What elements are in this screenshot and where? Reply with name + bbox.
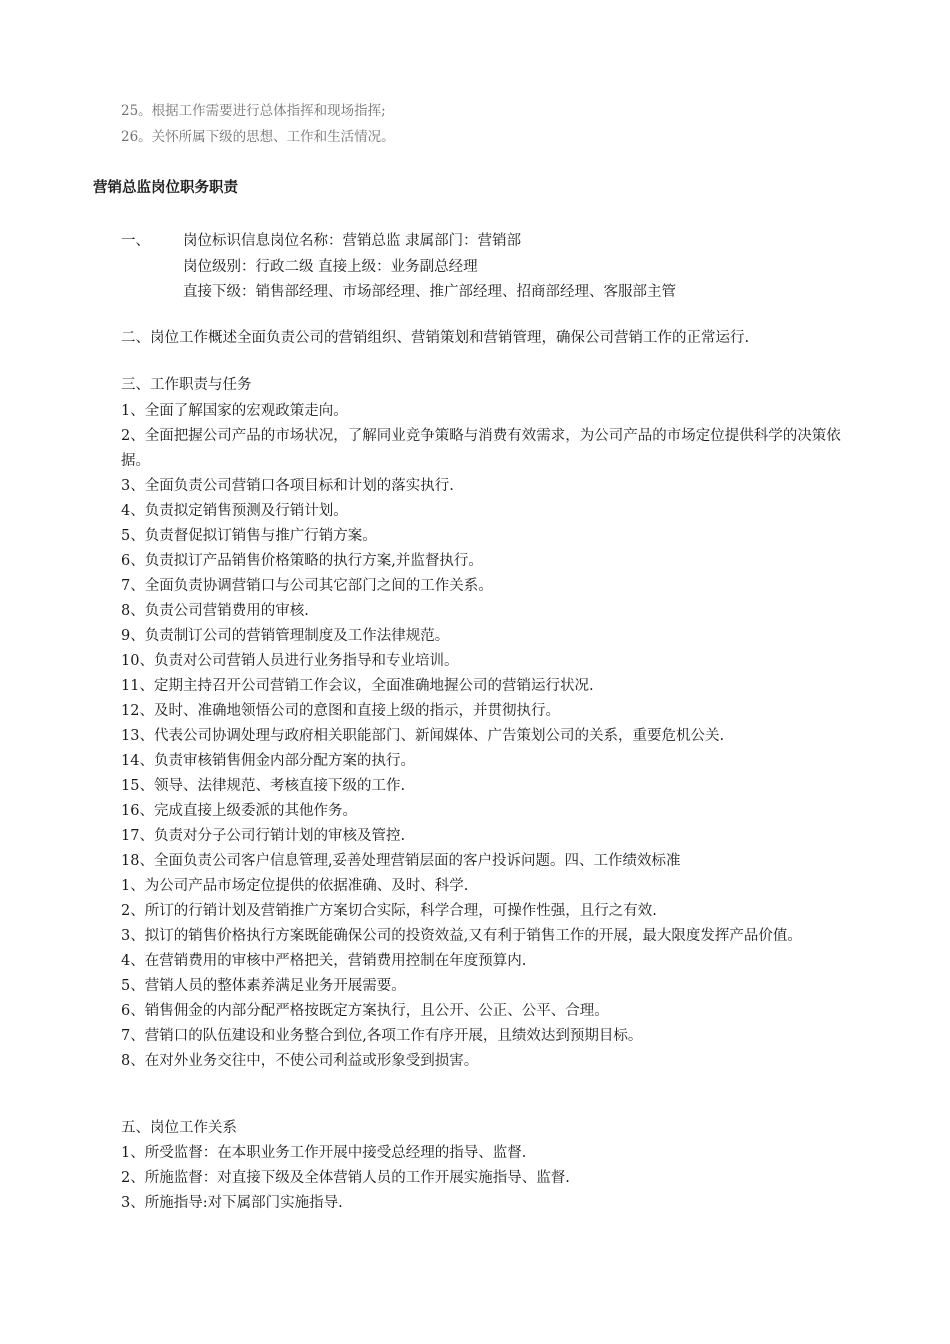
list-item: 15、领导、法律规范、考核直接下级的工作. (121, 778, 406, 794)
list-item: 8、在对外业务交往中，不使公司利益或形象受到损害。 (121, 1053, 479, 1069)
section2-paragraph: 二、岗位工作概述全面负责公司的营销组织、营销策划和营销管理，确保公司营销工作的正常运行. (121, 330, 750, 346)
list-item: 12、及时、准确地领悟公司的意图和直接上级的指示，并贯彻执行。 (121, 703, 560, 719)
list-item: 2、全面把握公司产品的市场状况，了解同业竞争策略与消费有效需求，为公司产品的市场定位提供科学的决策依据。 (121, 428, 841, 469)
section1-line2: 岗位级别：行政二级 直接上级：业务副总经理 (183, 259, 478, 275)
list-item: 13、代表公司协调处理与政府相关职能部门、新闻媒体、广告策划公司的关系，重要危机公关. (121, 728, 725, 744)
list-item: 7、全面负责协调营销口与公司其它部门之间的工作关系。 (121, 578, 493, 594)
section5-item: 3、所施指导:对下属部门实施指导. (121, 1195, 343, 1211)
list-item: 7、营销口的队伍建设和业务整合到位,各项工作有序开展，且绩效达到预期目标。 (121, 1028, 643, 1044)
list-item: 1、为公司产品市场定位提供的依据准确、及时、科学. (121, 878, 469, 894)
list-item: 4、负责拟定销售预测及行销计划。 (121, 503, 348, 519)
list-item: 6、销售佣金的内部分配严格按既定方案执行，且公开、公正、公平、合理。 (121, 1003, 609, 1019)
list-item: 10、负责对公司营销人员进行业务指导和专业培训。 (121, 653, 459, 669)
list-item: 5、营销人员的整体素养满足业务开展需要。 (121, 978, 406, 994)
list-item: 6、负责拟订产品销售价格策略的执行方案,并监督执行。 (121, 553, 483, 569)
section5-item: 1、所受监督：在本职业务工作开展中接受总经理的指导、监督. (121, 1145, 527, 1161)
list-item: 14、负责审核销售佣金内部分配方案的执行。 (121, 753, 415, 769)
section1-number: 一、 (121, 233, 150, 249)
list-item-25: 25。根据工作需要进行总体指挥和现场指挥; (121, 103, 386, 119)
list-item: 17、负责对分子公司行销计划的审核及管控. (121, 828, 406, 844)
list-item: 3、拟订的销售价格执行方案既能确保公司的投资效益,又有利于销售工作的开展，最大限度发挥产品价值。 (121, 928, 802, 944)
list-item: 16、完成直接上级委派的其他作务。 (121, 803, 357, 819)
page-title: 营销总监岗位职务职责 (93, 180, 238, 196)
list-item: 8、负责公司营销费用的审核. (121, 603, 309, 619)
duties-list (121, 399, 861, 1074)
list-item: 1、全面了解国家的宏观政策走向。 (121, 403, 348, 419)
list-item-26: 26。关怀所属下级的思想、工作和生活情况。 (121, 129, 395, 145)
list-item: 11、定期主持召开公司营销工作会议，全面准确地握公司的营销运行状况. (121, 678, 594, 694)
section1-line3: 直接下级：销售部经理、市场部经理、推广部经理、招商部经理、客服部主管 (183, 284, 676, 300)
section5-title: 五、岗位工作关系 (121, 1120, 237, 1136)
section1-line1: 岗位标识信息岗位名称：营销总监 隶属部门：营销部 (183, 233, 522, 249)
list-item: 9、负责制订公司的营销管理制度及工作法律规范。 (121, 628, 450, 644)
section3-title: 三、工作职责与任务 (121, 377, 252, 393)
list-item: 3、全面负责公司营销口各项目标和计划的落实执行. (121, 478, 454, 494)
list-item: 4、在营销费用的审核中严格把关，营销费用控制在年度预算内. (121, 953, 527, 969)
section5-item: 2、所施监督：对直接下级及全体营销人员的工作开展实施指导、监督. (121, 1170, 570, 1186)
list-item: 18、全面负责公司客户信息管理,妥善处理营销层面的客户投诉问题。四、工作绩效标准 (121, 853, 681, 869)
list-item: 5、负责督促拟订销售与推广行销方案。 (121, 528, 377, 544)
list-item: 2、所订的行销计划及营销推广方案切合实际，科学合理，可操作性强，且行之有效. (121, 903, 657, 919)
